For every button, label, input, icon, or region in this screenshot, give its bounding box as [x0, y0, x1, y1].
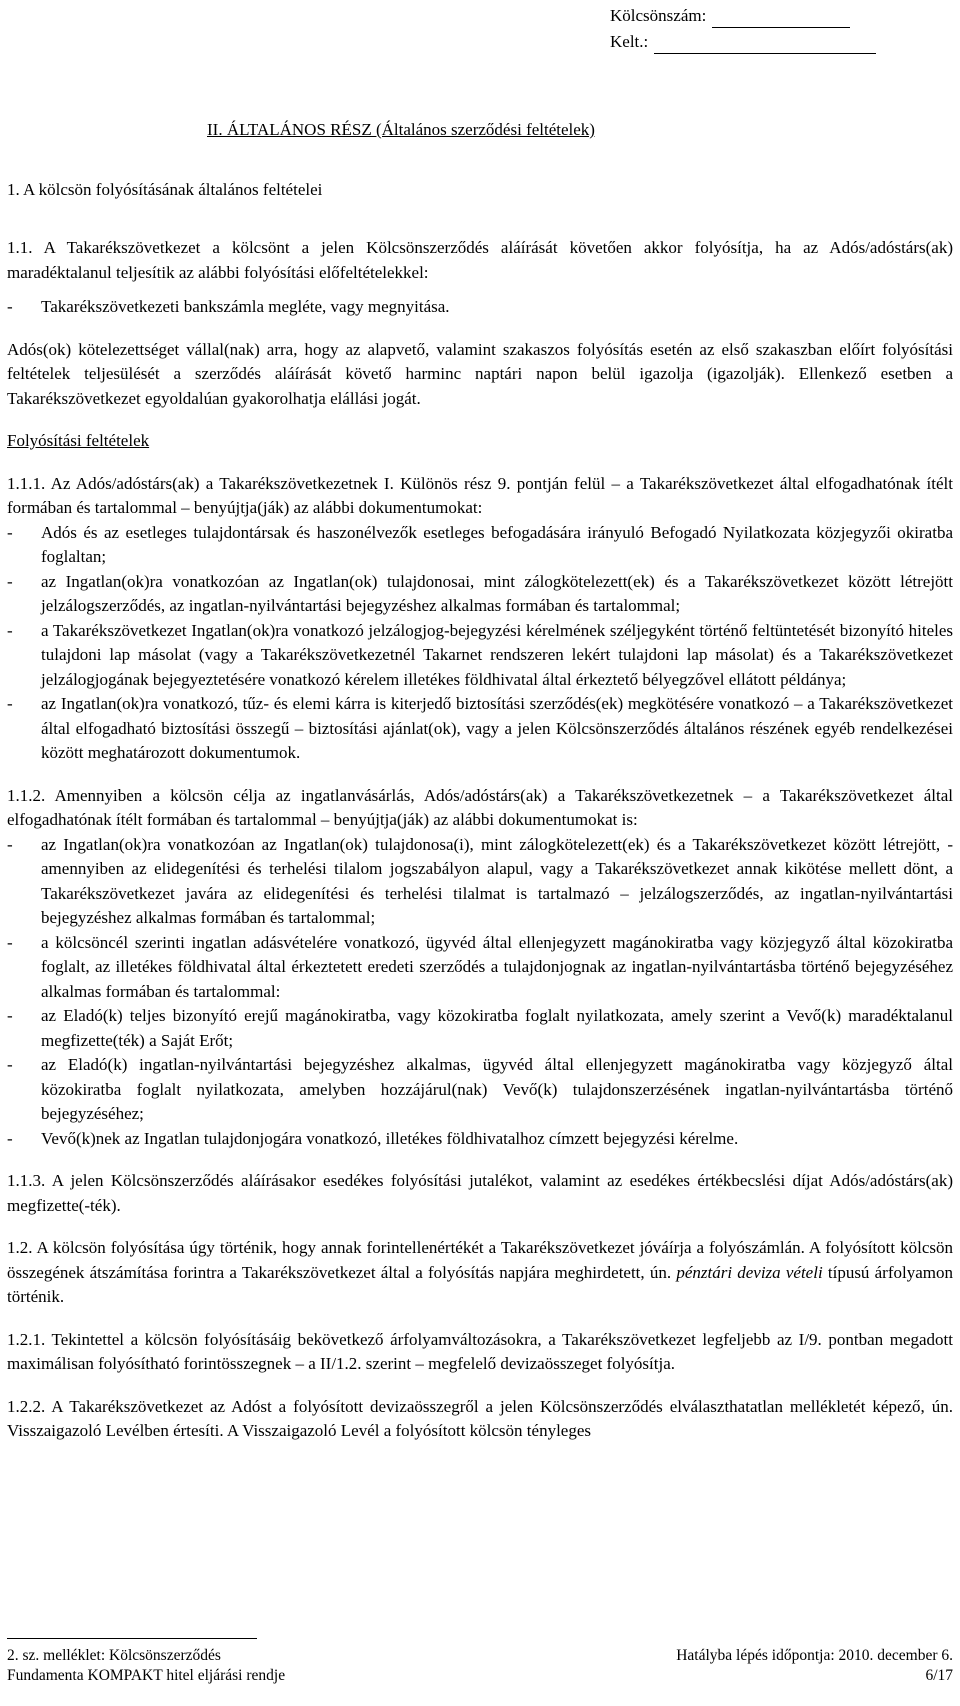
page-number: 6/17: [925, 1667, 953, 1684]
list-item: - az Ingatlan(ok)ra vonatkozóan az Ingatlan(ok) tulajdonosa(i), mint zálogkötelezett(ek) és a Takarékszövetkezet között létrejött, - amennyiben az elidegenítési és terhelési tilalom jogszabályon alapul, vagy a Takarékszövetkezet annak kikötése mellett dönt, a Takarékszövetkezet javára az elidegenítési és terhelési tilalmat is tartalmazó – jelzálogszerződés, az ingatlan-nyilvántartási bejegyzéshez alkalmas formában és tartalommal;: [7, 833, 953, 931]
footer-annex-title: 2. sz. melléklet: Kölcsönszerződés: [7, 1647, 221, 1664]
paragraph-1-2: 1.2. A kölcsön folyósítása úgy történik, hogy annak forintellenértékét a Takarékszövetkezet jóváírja a folyószámlán. A folyósított kölcsön összegének átszámítása forintra a Takarékszövetkezet által a folyósítás napjára meghirdetett, ún. pénztári deviza vételi típusú árfolyamon történik.: [7, 1238, 953, 1306]
list-item-text: az Eladó(k) teljes bizonyító erejű magánokiratba, vagy közokiratba foglalt nyilatkozata, amely szerint a Vevő(k) maradéktalanul megfizette(ték) a Saját Erőt;: [41, 1006, 953, 1050]
list-item: - az Ingatlan(ok)ra vonatkozóan az Ingatlan(ok) tulajdonosai, mint zálogkötelezett(ek) és a Takarékszövetkezet között létrejött jelzálogszerződés, az ingatlan-nyilvántartási bejegyzéshez alkalmas formában és tartalommal;: [7, 570, 953, 619]
list-item-text: Adós és az esetleges tulajdontársak és haszonélvezők esetleges befogadására irányuló Befogadó Nyilatkozata közjegyzői okiratba foglaltan;: [41, 522, 953, 566]
document-body: [7, 118, 953, 1444]
list-item: - a Takarékszövetkezet Ingatlan(ok)ra vonatkozó jelzálogjog-bejegyzési kérelmének széljegyként történő feltüntetését bizonyító hiteles tulajdoni lap másolat (vagy a Takarékszövetkezetnél Takarnet rendszeren lekért tulajdoni lap másolat) és a Takarékszövetkezet jelzálogjogának bejegyeztetésére vonatkozó kérelem illetékes földhivatal által érkeztető bélyegzővel ellátott példánya;: [7, 619, 953, 693]
list-item: - az Eladó(k) ingatlan-nyilvántartási bejegyzéshez alkalmas, ügyvéd által ellenjegyzett magánokiratba vagy közjegyző által közokiratba foglalt nyilatkozata, amelyben hozzájárul(nak) Vevő(k) tulajdonszerzésének ingatlan-nyilvántartásba történő bejegyzéséhez;: [7, 1053, 953, 1127]
footer-row-1: [7, 1646, 953, 1666]
date-blank: [654, 35, 876, 54]
list-item-text: az Ingatlan(ok)ra vonatkozóan az Ingatlan(ok) tulajdonosa(i), mint zálogkötelezett(ek) és a Takarékszövetkezet között létrejött, - amennyiben az elidegenítési és terhelési tilalom jogszabályon alapul, vagy a Takarékszövetkezet annak kikötése mellett dönt, a Takarékszövetkezet javára az elidegenítési és terhelési tilalmat is tartalmazó – jelzálogszerződés, az ingatlan-nyilvántartási bejegyzéshez alkalmas formában és tartalommal;: [41, 834, 953, 927]
list-item: - Adós és az esetleges tulajdontársak és haszonélvezők esetleges befogadására irányuló Befogadó Nyilatkozata közjegyzői okiratba foglaltan;: [7, 521, 953, 570]
list-item-text: Takarékszövetkezeti bankszámla megléte, vagy megnyitása.: [41, 297, 450, 316]
footer-effective-date: Hatályba lépés időpontja: 2010. december 6.: [676, 1647, 953, 1664]
footer-procedure-title: Fundamenta KOMPAKT hitel eljárási rendje: [7, 1667, 286, 1684]
footer-row-2: [7, 1666, 953, 1686]
contract-number-blank: [712, 9, 850, 28]
paragraph-1-1-2: 1.1.2. Amennyiben a kölcsön célja az ingatlanvásárlás, Adós/adóstárs(ak) a Takarékszövetkezetnek – a Takarékszövetkezet által elfogadhatónak ítélt formában és tartalommal – benyújtja(ják) az alábbi dokumentumokat is:: [7, 785, 953, 829]
date-label: Kelt.:: [610, 31, 649, 51]
paragraph-1-1: 1.1. A Takarékszövetkezet a kölcsönt a jelen Kölcsönszerződés aláírását követően akkor folyósítja, ha az Adós/adóstárs(ak) maradéktalanul teljesítik az alábbi folyósítási előfeltételekkel:: [7, 238, 953, 282]
paragraph-1-2-1: 1.2.1. Tekintettel a kölcsön folyósításáig bekövetkező árfolyamváltozásokra, a Takarékszövetkezet legfeljebb az I/9. pontban megadott maximálisan folyósítható forintösszegnek – a II/1.2. szerint – megfelelő devizaösszeget folyósítja.: [7, 1329, 953, 1373]
list-item-text: az Ingatlan(ok)ra vonatkozó, tűz- és elemi kárra is kiterjedő biztosítási szerződés(ek) megkötésére vonatkozó – a Takarékszövetkezet által elfogadható biztosítási összegű – biztosítási ajánlat(ok), vagy a jelen Kölcsönszerződés általános részének egyéb rendelkezései között meghatározott dokumentumok.: [41, 694, 953, 762]
list-item-text: az Eladó(k) ingatlan-nyilvántartási bejegyzéshez alkalmas, ügyvéd által ellenjegyzett magánokiratba vagy közjegyző által közokiratba foglalt nyilatkozata, amelyben hozzájárul(nak) Vevő(k) tulajdonszerzésének ingatlan-nyilvántartásba történő bejegyzéséhez;: [41, 1055, 953, 1123]
obligation-paragraph: Adós(ok) kötelezettséget vállal(nak) arra, hogy az alapvető, valamint szakaszos folyósítás esetén az első szakaszban előírt folyósítási feltételek teljesülését a szerződés aláírását követő harminc naptári napon belül igazolja (igazolják). Ellenkező esetben a Takarékszövetkezet egyoldalúan gyakorolhatja elállási jogát.: [7, 339, 953, 408]
exchange-rate-type: pénztári deviza vételi: [676, 1262, 823, 1282]
part-title: II. ÁLTALÁNOS RÉSZ (Általános szerződési feltételek): [207, 120, 595, 139]
footer-divider: [7, 1638, 257, 1639]
list-item: - Vevő(k)nek az Ingatlan tulajdonjogára vonatkozó, illetékes földhivatalhoz címzett bejegyzési kérelme.: [7, 1127, 953, 1152]
contract-number-label: Kölcsönszám:: [610, 5, 707, 25]
contract-header: [610, 2, 890, 54]
list-item-text: Vevő(k)nek az Ingatlan tulajdonjogára vonatkozó, illetékes földhivatalhoz címzett bejegyzési kérelme.: [41, 1128, 739, 1148]
list-item: - Takarékszövetkezeti bankszámla megléte, vagy megnyitása.: [7, 295, 953, 320]
list-item: - a kölcsöncél szerinti ingatlan adásvételére vonatkozó, ügyvéd által ellenjegyzett magánokiratba vagy közjegyző által közokiratba foglalt, az illetékes földhivatal által érkeztetett eredeti szerződés a tulajdonjognak az ingatlan-nyilvántartásba történő bejegyzéséhez alkalmas formában és tartalommal:: [7, 931, 953, 1005]
list-item: - az Ingatlan(ok)ra vonatkozó, tűz- és elemi kárra is kiterjedő biztosítási szerződés(ek) megkötésére vonatkozó – a Takarékszövetkezet által elfogadható biztosítási összegű – biztosítási ajánlat(ok), vagy a jelen Kölcsönszerződés általános részének egyéb rendelkezései között meghatározott dokumentumok.: [7, 692, 953, 766]
list-item-text: a Takarékszövetkezet Ingatlan(ok)ra vonatkozó jelzálogjog-bejegyzési kérelmének széljegyként történő feltüntetését bizonyító hiteles tulajdoni lap másolat (vagy a Takarékszövetkezetnél Takarnet rendszeren lekért tulajdoni lap másolat) és a Takarékszövetkezet jelzálogjogának bejegyeztetésére vonatkozó kérelem illetékes földhivatal által érkeztető bélyegzővel ellátott példánya;: [41, 620, 953, 689]
page-footer: [7, 1646, 953, 1686]
date-row: [610, 28, 890, 54]
list-item: - az Eladó(k) teljes bizonyító erejű magánokiratba, vagy közokiratba foglalt nyilatkozata, amely szerint a Vevő(k) maradéktalanul megfizette(ték) a Saját Erőt;: [7, 1004, 953, 1053]
section-heading: 1. A kölcsön folyósításának általános feltételei: [7, 180, 323, 199]
contract-number-row: [610, 2, 890, 28]
paragraph-1-2-2: 1.2.2. A Takarékszövetkezet az Adóst a folyósított devizaösszegről a jelen Kölcsönszerződés elválaszthatatlan mellékletét képező, ún. Visszaigazoló Levélben értesíti. A Visszaigazoló Levél a folyósított kölcsön tényleges: [7, 1396, 953, 1440]
disbursement-conditions-heading: Folyósítási feltételek: [7, 431, 150, 450]
paragraph-1-1-3: 1.1.3. A jelen Kölcsönszerződés aláírásakor esedékes folyósítási jutalékot, valamint az esedékes értékbecslési díjat Adós/adóstárs(ak) megfizette(-ték).: [7, 1171, 953, 1215]
paragraph-1-1-1: 1.1.1. Az Adós/adóstárs(ak) a Takarékszövetkezetnek I. Különös rész 9. pontján felül – a Takarékszövetkezet által elfogadhatónak ítélt formában és tartalommal – benyújtja(ják) az alábbi dokumentumokat:: [7, 473, 953, 517]
list-item-text: az Ingatlan(ok)ra vonatkozóan az Ingatlan(ok) tulajdonosai, mint zálogkötelezett(ek) és a Takarékszövetkezet között létrejött jelzálogszerződés, az ingatlan-nyilvántartási bejegyzéshez alkalmas formában és tartalommal;: [41, 571, 953, 615]
list-item-text: a kölcsöncél szerinti ingatlan adásvételére vonatkozó, ügyvéd által ellenjegyzett magánokiratba vagy közjegyző által közokiratba foglalt, az illetékes földhivatal által érkeztetett eredeti szerződés a tulajdonjognak az ingatlan-nyilvántartásba történő bejegyzéséhez alkalmas formában és tartalommal:: [41, 932, 953, 1001]
